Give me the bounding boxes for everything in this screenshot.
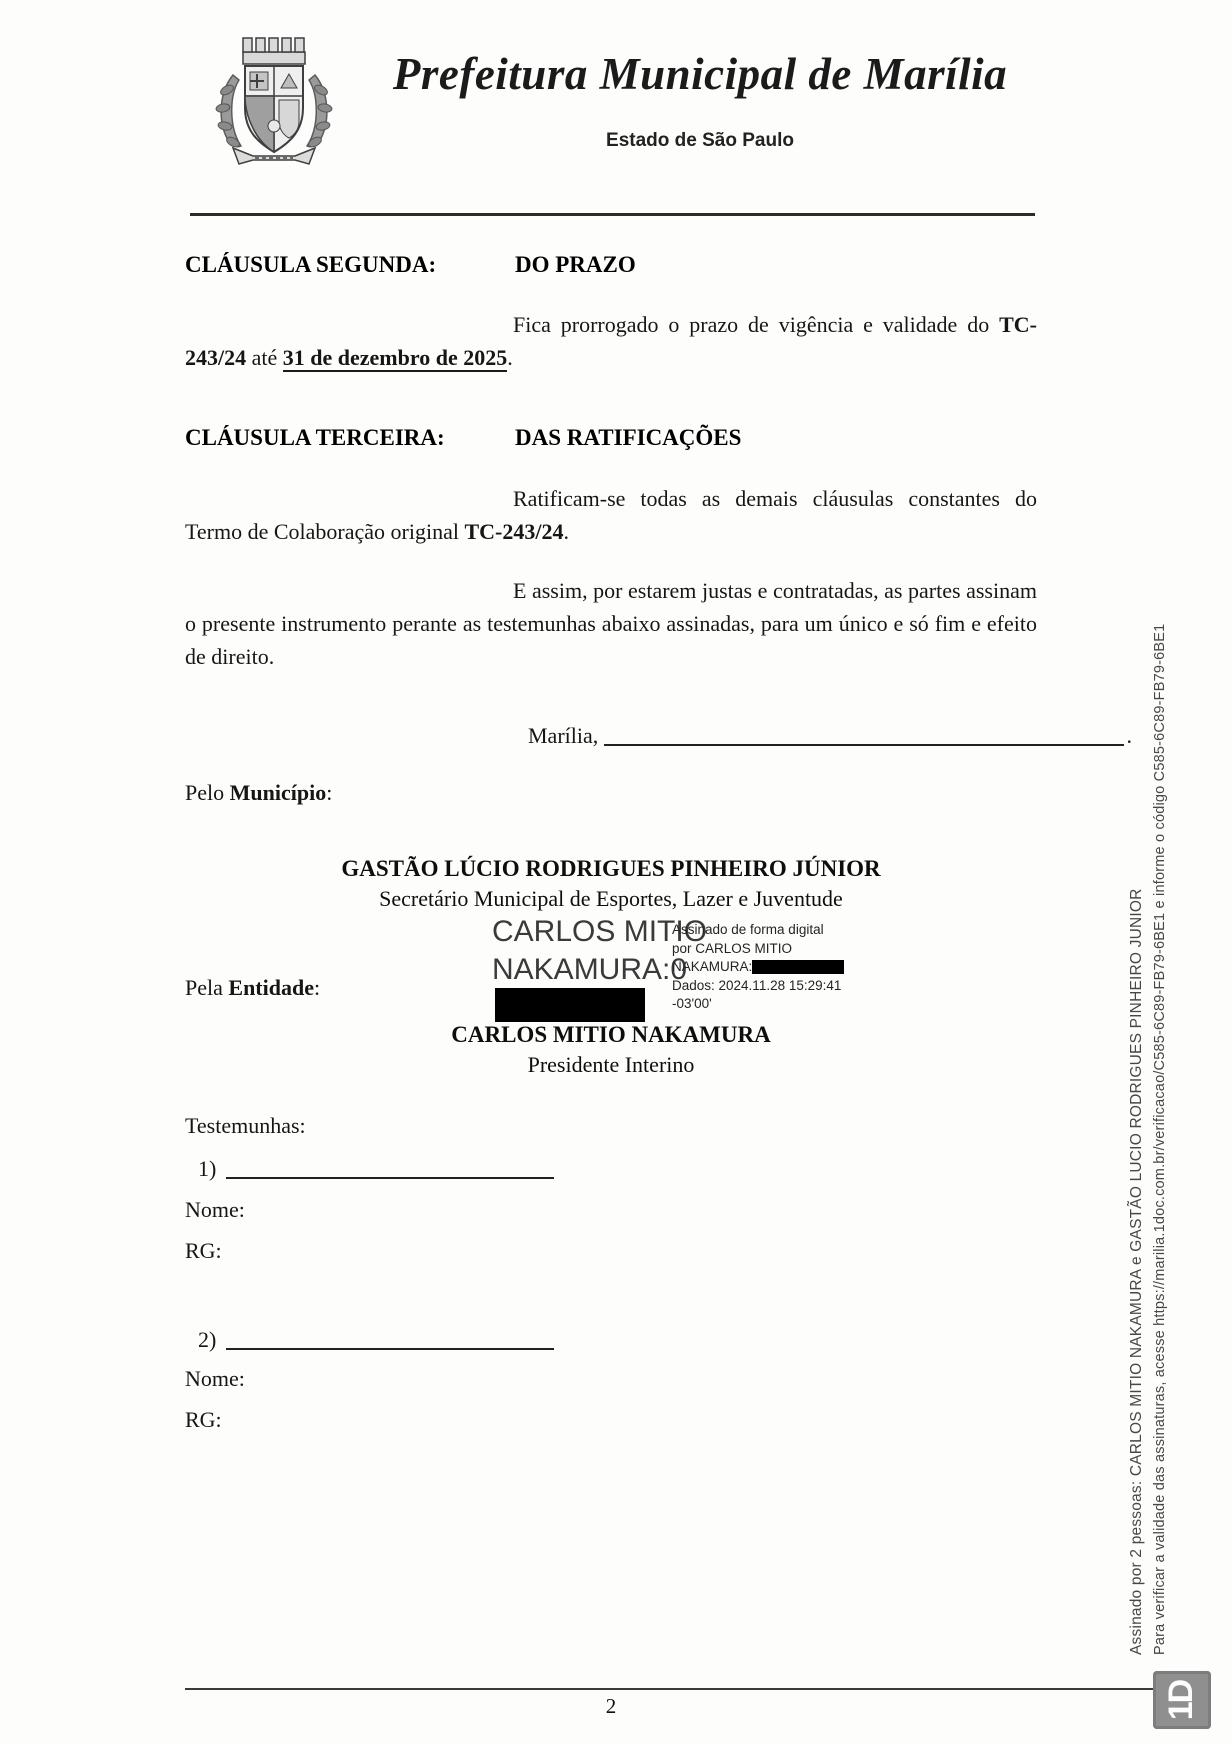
witness-2-blank-line (226, 1324, 554, 1350)
paragraph-prazo-text2: até (246, 345, 283, 370)
municipio-label-bold: Município (229, 780, 327, 805)
witness-1-rg-label: RG: (185, 1238, 222, 1263)
witness-2-name-label: Nome: (185, 1366, 245, 1391)
date-city-label: Marília, (528, 723, 599, 748)
sidebar-signed-by-text: Assinado por 2 pessoas: CARLOS MITIO NAKAMURA e GASTÃO LUCIO RODRIGUES PINHEIRO JUNIOR (1128, 888, 1145, 1655)
header-divider (190, 213, 1035, 216)
entidade-label-post: : (313, 975, 321, 1000)
signature-detail-line1: Assinado de forma digital (672, 922, 824, 937)
digital-signature-name-line1: CARLOS MITIO (492, 915, 708, 948)
paragraph-ratificacoes-text: Ratificam-se todas as demais cláusulas constantes do Termo de Colaboração original (185, 486, 1037, 544)
redaction-box (495, 988, 645, 1022)
paragraph-prazo-period: . (507, 345, 513, 370)
redaction-box-small (752, 960, 844, 974)
digital-signature-details (672, 921, 857, 1014)
document-subtitle: Estado de São Paulo (606, 130, 794, 151)
paragraph-ratificacoes-period: . (563, 519, 569, 544)
contract-number-2: TC-243/24 (464, 519, 564, 544)
signature-detail-line5: -03'00' (672, 996, 712, 1011)
paragraph-closing: E assim, por estarem justas e contratadas, as partes assinam o presente instrumento perante as testemunhas abaixo assinadas, para um único e só fim e efeito de direito. (185, 578, 1037, 669)
municipio-label-post: : (326, 780, 333, 805)
document-title: Prefeitura Municipal de Marília (392, 49, 1008, 99)
1doc-logo-text: 1D (1162, 1680, 1201, 1720)
end-date: 31 de dezembro de 2025 (282, 345, 508, 370)
entidade-label-pre: Pela (185, 975, 229, 1000)
contract-number: TC-243/24 (185, 312, 1037, 370)
paragraph-prazo (185, 308, 1037, 374)
entidade-signatory-role: Presidente Interino (527, 1052, 695, 1077)
witnesses-label: Testemunhas: (185, 1113, 306, 1138)
entidade-label-bold: Entidade (228, 975, 314, 1000)
witness-1-blank-line (226, 1153, 554, 1179)
paragraph-ratificacoes (185, 482, 1037, 548)
witness-2-line (198, 1324, 554, 1353)
entidade-signatory-label (185, 975, 320, 1001)
witness-1-number: 1) (198, 1156, 217, 1181)
witness-2-rg-label: RG: (185, 1407, 222, 1432)
entidade-signatory-name: CARLOS MITIO NAKAMURA (451, 1022, 771, 1047)
1doc-logo (1153, 1671, 1211, 1729)
municipio-signatory-role: Secretário Municipal de Esportes, Lazer e Juventude (379, 886, 843, 911)
digital-signature-name-line2: NAKAMURA:0 (492, 953, 688, 986)
paragraph-prazo-text: Fica prorrogado o prazo de vigência e validade do (513, 312, 1000, 337)
date-line-period: . (1126, 723, 1132, 748)
witness-1-name-label: Nome: (185, 1197, 245, 1222)
page-number: 2 (605, 1694, 617, 1718)
municipio-signatory-label (185, 780, 332, 806)
date-blank-line (604, 720, 1123, 746)
signature-detail-line4: Dados: 2024.11.28 15:29:41 (672, 977, 842, 993)
signature-detail-line3-text: NAKAMURA: (672, 959, 753, 974)
signature-detail-line2: por CARLOS MITIO (672, 940, 793, 956)
witness-1-line (198, 1153, 554, 1182)
clause-segunda-label: CLÁUSULA SEGUNDA: (185, 252, 437, 277)
date-line (528, 720, 1132, 749)
signature-detail-line3 (672, 958, 857, 977)
sidebar-verification-text: Para verificar a validade das assinaturas, acesse https://marilia.1doc.com.br/verificacao/C585-6C89-FB79-6BE1 e informe o código C585-6C89-FB79-6BE1 (1152, 623, 1168, 1655)
clause-terceira-label: CLÁUSULA TERCEIRA: (185, 425, 445, 450)
footer-divider (185, 1688, 1157, 1690)
municipio-signatory-name: GASTÃO LÚCIO RODRIGUES PINHEIRO JÚNIOR (341, 856, 881, 881)
clause-segunda-title: DO PRAZO (515, 252, 636, 277)
coat-of-arms-icon (203, 30, 345, 172)
clause-terceira-title: DAS RATIFICAÇÕES (515, 425, 742, 450)
witness-2-number: 2) (198, 1327, 217, 1352)
municipio-label-pre: Pelo (185, 780, 230, 805)
